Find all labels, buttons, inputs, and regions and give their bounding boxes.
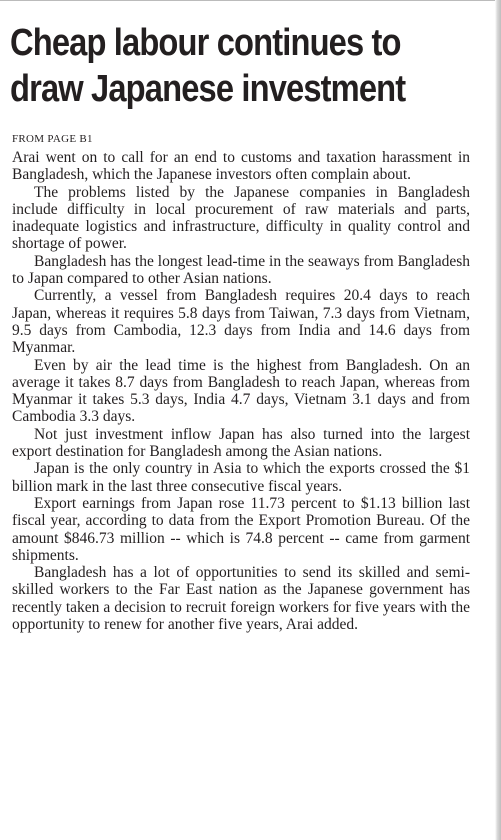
- page-edge-shadow: [495, 0, 501, 840]
- top-rule: [0, 0, 501, 11]
- headline-line-1: Cheap labour continues to: [10, 22, 401, 64]
- article-body: [12, 149, 470, 633]
- paragraph: Not just investment inflow Japan has also turned into the largest export destination for Bangladesh among the Asian nations.: [12, 425, 470, 461]
- paragraph: Bangladesh has the longest lead-time in the seaways from Bangladesh to Japan compared to other Asian nations.: [12, 252, 470, 288]
- paragraph: Japan is the only country in Asia to which the exports crossed the $1 billion mark in the last three consecutive fiscal years.: [12, 460, 470, 495]
- paragraph: Bangladesh has a lot of opportunities to send its skilled and semi-skilled workers to the Far East nation as the Japanese government has recently taken a decision to recruit foreign workers for five years with the opportunity to renew for another five years, Arai added.: [12, 564, 470, 634]
- paragraph: Currently, a vessel from Bangladesh requires 20.4 days to reach Japan, whereas it requires 5.8 days from Taiwan, 7.3 days from Vietnam, 9.5 days from Cambodia, 12.3 days from India and 14.6 days from Myanmar.: [12, 287, 470, 357]
- headline-line-2: draw Japanese investment: [10, 68, 406, 110]
- paragraph: Even by air the lead time is the highest from Bangladesh. On an average it takes 8.7 days from Bangladesh to reach Japan, whereas from Myanmar it takes 5.3 days, India 4.7 days, Vietnam 3.1 days and from Cambodia 3.3 days.: [12, 356, 470, 426]
- jump-line: FROM PAGE B1: [12, 133, 93, 145]
- paragraph: Arai went on to call for an end to customs and taxation harassment in Bangladesh, which the Japanese investors often complain about.: [12, 149, 470, 184]
- paragraph: The problems listed by the Japanese companies in Bangladesh include difficulty in local procurement of raw materials and parts, inadequate logistics and infrastructure, difficulty in quality control and shortage of power.: [12, 183, 470, 253]
- paragraph: Export earnings from Japan rose 11.73 percent to $1.13 billion last fiscal year, according to data from the Export Promotion Bureau. Of the amount $846.73 million -- which is 74.8 percent -- came from garment shipments.: [12, 494, 470, 564]
- headline: [10, 20, 423, 112]
